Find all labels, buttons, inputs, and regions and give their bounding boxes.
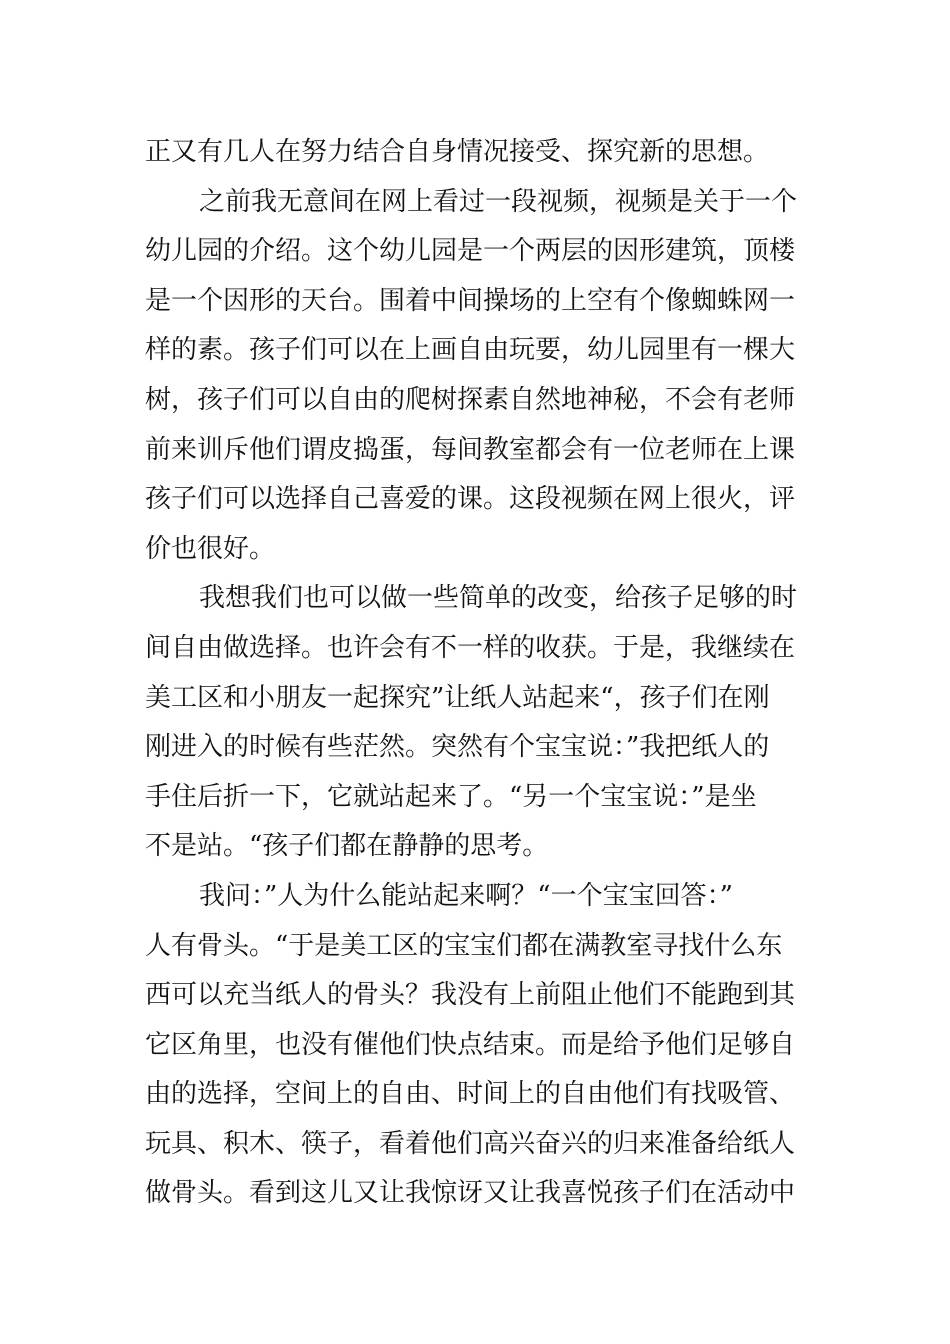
text-line: 西可以充当纸人的骨头？我没有上前阻止他们不能跑到其 <box>145 980 796 1011</box>
text-line: 手住后折一下，它就站起来了。“另一个宝宝说：”是坐 <box>145 781 757 812</box>
text-line: 我问：”人为什么能站起来啊？“一个宝宝回答：” <box>199 880 733 911</box>
text-line: 树，孩子们可以自由的爬树探素自然地神秘，不会有老师 <box>145 384 796 415</box>
text-line: 人有骨头。“于是美工区的宝宝们都在满教室寻找什么东 <box>145 930 783 961</box>
text-line: 价也很好。 <box>145 533 276 564</box>
text-line: 我想我们也可以做一些简单的改变，给孩子足够的时 <box>199 583 798 614</box>
text-line: 正又有几人在努力结合自身情况接受、探究新的思想。 <box>145 137 770 167</box>
text-line: 由的选择，空间上的自由、时间上的自由他们有找吸管、 <box>145 1079 796 1110</box>
text-line: 样的素。孩子们可以在上画自由玩要，幼儿园里有一棵大 <box>145 335 796 366</box>
text-line: 美工区和小朋友一起探究”让纸人站起来“，孩子们在刚 <box>145 682 770 713</box>
text-line: 孩子们可以选择自己喜爱的课。这段视频在网上很火，评 <box>145 484 796 515</box>
text-line: 它区角里，也没有催他们快点结束。而是给予他们足够自 <box>145 1029 796 1060</box>
document-body <box>145 128 810 1219</box>
text-line: 间自由做选择。也许会有不一样的收获。于是，我继续在 <box>145 632 796 663</box>
text-line: 幼儿园的介绍。这个幼儿园是一个两层的因形建筑，顶楼 <box>145 236 796 267</box>
text-line: 刚进入的时候有些茫然。突然有个宝宝说：”我把纸人的 <box>145 732 770 763</box>
text-line: 不是站。“孩子们都在静静的思考。 <box>145 831 549 862</box>
text-line: 之前我无意间在网上看过一段视频，视频是关于一个 <box>199 186 798 217</box>
text-line: 前来训斥他们谓皮捣蛋，每间教室都会有一位老师在上课 <box>145 434 796 465</box>
text-line: 玩具、积木、筷子，看着他们高兴奋兴的归来准备给纸人 <box>145 1128 796 1159</box>
text-line: 是一个因形的天台。围着中间操场的上空有个像蜘蛛网一 <box>145 285 796 316</box>
text-line: 做骨头。看到这儿又让我惊讶又让我喜悦孩子们在活动中 <box>145 1178 796 1209</box>
